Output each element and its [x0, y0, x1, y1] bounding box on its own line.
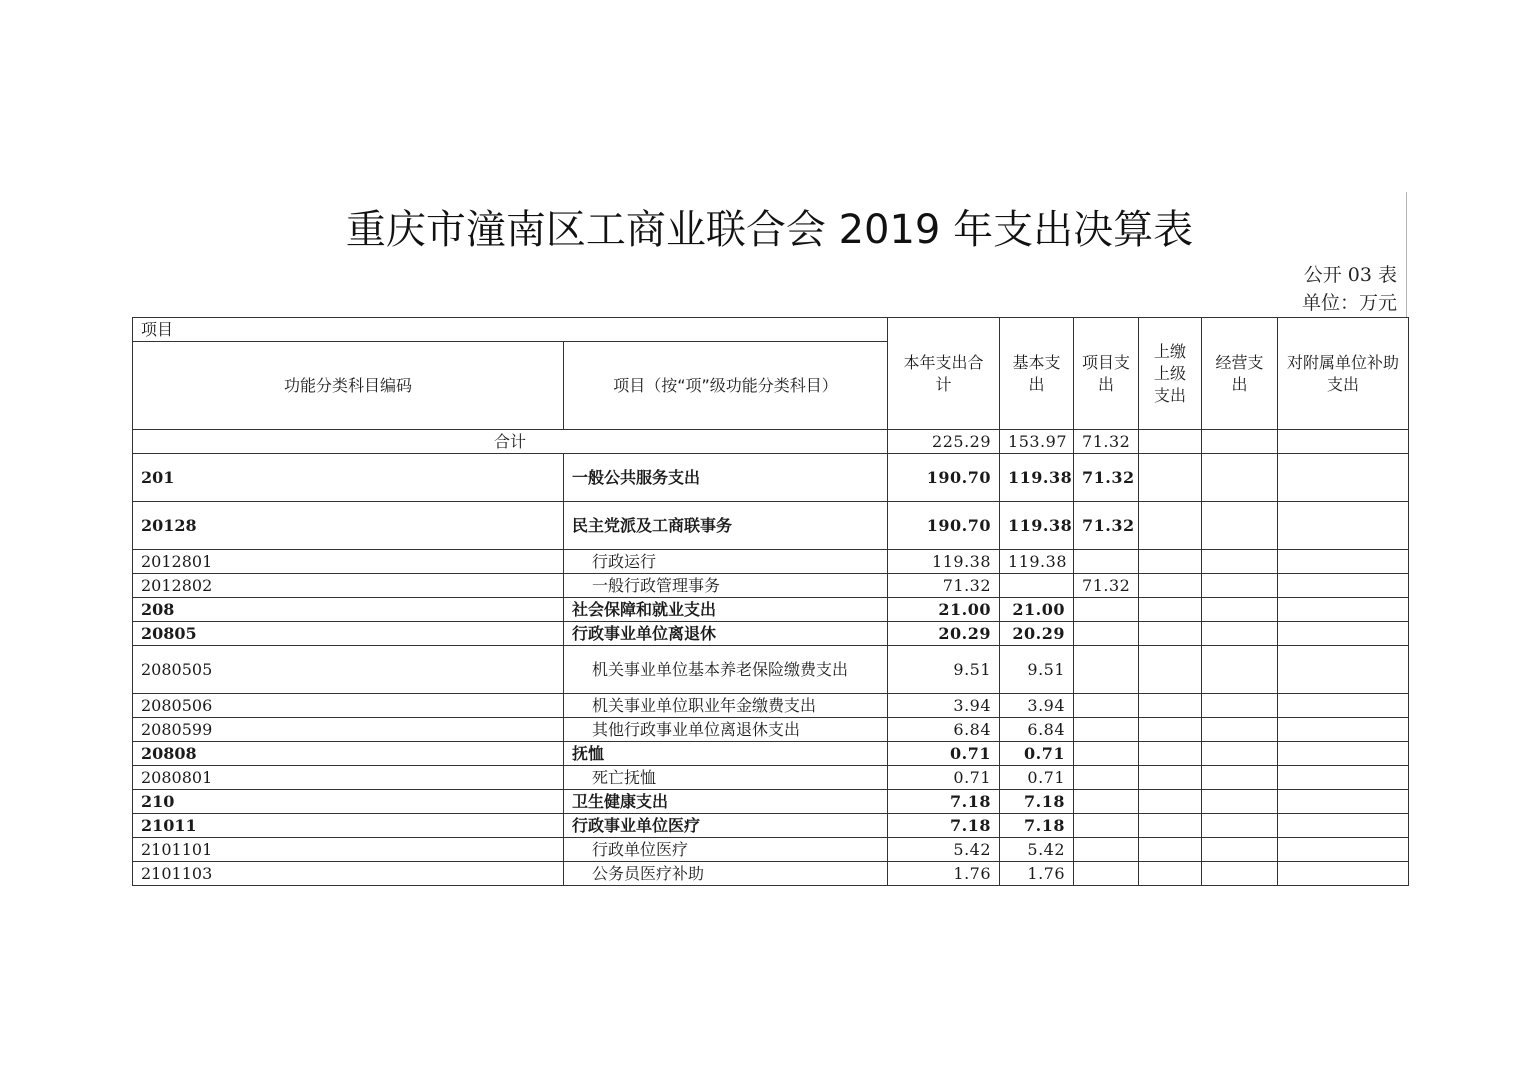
cell-business: [1202, 694, 1278, 718]
cell-name: 死亡抚恤: [564, 766, 888, 790]
cell-name: 其他行政事业单位离退休支出: [564, 718, 888, 742]
table-row: [133, 646, 1409, 694]
cell-subsidy: [1278, 742, 1409, 766]
table-row: [133, 574, 1409, 598]
cell-basic: 3.94: [1000, 694, 1074, 718]
cell-business: [1202, 502, 1278, 550]
cell-business: [1202, 790, 1278, 814]
table-row: [133, 742, 1409, 766]
cell-total: 119.38: [888, 550, 1000, 574]
cell-total: 71.32: [888, 574, 1000, 598]
cell-business: [1202, 646, 1278, 694]
table-row: [133, 598, 1409, 622]
cell-total: 5.42: [888, 838, 1000, 862]
cell-business: [1202, 766, 1278, 790]
header-business: 经营支出: [1202, 318, 1278, 430]
cell-project: 71.32: [1074, 502, 1139, 550]
header-group-project: 项目: [133, 318, 888, 342]
cell-subsidy: [1278, 502, 1409, 550]
cell-project: [1074, 550, 1139, 574]
cell-total: 6.84: [888, 718, 1000, 742]
cell-subsidy: [1278, 598, 1409, 622]
cell-business: [1202, 862, 1278, 886]
header-name: 项目（按“项”级功能分类科目）: [564, 342, 888, 430]
cell-code: 21011: [133, 814, 564, 838]
cell-business: [1202, 622, 1278, 646]
table-row: [133, 718, 1409, 742]
cell-project: [1074, 622, 1139, 646]
cell-superior: [1139, 838, 1202, 862]
cell-total: 1.76: [888, 862, 1000, 886]
cell-subsidy: [1278, 814, 1409, 838]
cell-code: 2101103: [133, 862, 564, 886]
cell-superior: [1139, 502, 1202, 550]
table-row: [133, 502, 1409, 550]
cell-name: 行政运行: [564, 550, 888, 574]
cell-name: 卫生健康支出: [564, 790, 888, 814]
expenditure-table: [132, 317, 1409, 886]
cell-basic: 0.71: [1000, 766, 1074, 790]
cell-subsidy: [1278, 718, 1409, 742]
cell-name: 行政事业单位离退休: [564, 622, 888, 646]
cell-superior: [1139, 814, 1202, 838]
cell-name: 民主党派及工商联事务: [564, 502, 888, 550]
cell-subsidy: [1278, 646, 1409, 694]
cell-basic: 119.38: [1000, 454, 1074, 502]
total-cell-total: 225.29: [888, 430, 1000, 454]
cell-subsidy: [1278, 862, 1409, 886]
cell-project: [1074, 766, 1139, 790]
cell-code: 20128: [133, 502, 564, 550]
cell-basic: 7.18: [1000, 790, 1074, 814]
cell-code: 2012801: [133, 550, 564, 574]
cell-code: 2080505: [133, 646, 564, 694]
cell-basic: [1000, 574, 1074, 598]
cell-name: 社会保障和就业支出: [564, 598, 888, 622]
cell-superior: [1139, 694, 1202, 718]
total-cell-basic: 153.97: [1000, 430, 1074, 454]
table-row: [133, 766, 1409, 790]
cell-subsidy: [1278, 574, 1409, 598]
cell-superior: [1139, 550, 1202, 574]
cell-code: 208: [133, 598, 564, 622]
cell-code: 2080506: [133, 694, 564, 718]
cell-name: 行政事业单位医疗: [564, 814, 888, 838]
cell-project: [1074, 598, 1139, 622]
cell-business: [1202, 814, 1278, 838]
cell-subsidy: [1278, 838, 1409, 862]
form-number: 公开 03 表: [1303, 264, 1397, 286]
cell-total: 7.18: [888, 790, 1000, 814]
cell-code: 20808: [133, 742, 564, 766]
table-row: [133, 454, 1409, 502]
table-row: [133, 790, 1409, 814]
cell-code: 210: [133, 790, 564, 814]
cell-business: [1202, 598, 1278, 622]
cell-basic: 21.00: [1000, 598, 1074, 622]
cell-business: [1202, 550, 1278, 574]
cell-total: 0.71: [888, 766, 1000, 790]
cell-total: 3.94: [888, 694, 1000, 718]
cell-superior: [1139, 718, 1202, 742]
total-cell-superior: [1139, 430, 1202, 454]
table-row: [133, 550, 1409, 574]
cell-business: [1202, 718, 1278, 742]
header-basic: 基本支出: [1000, 318, 1074, 430]
cell-project: [1074, 790, 1139, 814]
header-project: 项目支出: [1074, 318, 1139, 430]
cell-project: [1074, 862, 1139, 886]
cell-subsidy: [1278, 694, 1409, 718]
header-total: 本年支出合计: [888, 318, 1000, 430]
cell-superior: [1139, 598, 1202, 622]
cell-superior: [1139, 766, 1202, 790]
cell-project: [1074, 646, 1139, 694]
cell-name: 机关事业单位职业年金缴费支出: [564, 694, 888, 718]
cell-basic: 119.38: [1000, 550, 1074, 574]
cell-business: [1202, 574, 1278, 598]
total-row: [133, 430, 1409, 454]
table-row: [133, 694, 1409, 718]
cell-total: 190.70: [888, 454, 1000, 502]
cell-code: 20805: [133, 622, 564, 646]
cell-basic: 9.51: [1000, 646, 1074, 694]
page-title: 重庆市潼南区工商业联合会 2019 年支出决算表: [345, 207, 1194, 253]
cell-name: 一般公共服务支出: [564, 454, 888, 502]
cell-superior: [1139, 454, 1202, 502]
cell-code: 2101101: [133, 838, 564, 862]
table-row: [133, 862, 1409, 886]
cell-basic: 5.42: [1000, 838, 1074, 862]
cell-code: 201: [133, 454, 564, 502]
header-subsidy: 对附属单位补助支出: [1278, 318, 1409, 430]
header-superior: 上缴上级支出: [1139, 318, 1202, 430]
cell-project: 71.32: [1074, 454, 1139, 502]
cell-subsidy: [1278, 550, 1409, 574]
cell-basic: 1.76: [1000, 862, 1074, 886]
cell-name: 公务员医疗补助: [564, 862, 888, 886]
cell-project: [1074, 718, 1139, 742]
total-cell-subsidy: [1278, 430, 1409, 454]
table-row: [133, 622, 1409, 646]
cell-total: 190.70: [888, 502, 1000, 550]
table-row: [133, 814, 1409, 838]
cell-business: [1202, 454, 1278, 502]
cell-total: 21.00: [888, 598, 1000, 622]
cell-basic: 0.71: [1000, 742, 1074, 766]
cell-superior: [1139, 646, 1202, 694]
cell-code: 2080599: [133, 718, 564, 742]
cell-basic: 6.84: [1000, 718, 1074, 742]
cell-superior: [1139, 574, 1202, 598]
cell-superior: [1139, 790, 1202, 814]
cell-subsidy: [1278, 790, 1409, 814]
cell-superior: [1139, 622, 1202, 646]
cell-total: 20.29: [888, 622, 1000, 646]
header-code: 功能分类科目编码: [133, 342, 564, 430]
total-cell-business: [1202, 430, 1278, 454]
cell-total: 0.71: [888, 742, 1000, 766]
cell-superior: [1139, 742, 1202, 766]
table-row: [133, 838, 1409, 862]
cell-name: 机关事业单位基本养老保险缴费支出: [564, 646, 888, 694]
cell-project: [1074, 742, 1139, 766]
cell-project: [1074, 694, 1139, 718]
cell-total: 7.18: [888, 814, 1000, 838]
cell-name: 一般行政管理事务: [564, 574, 888, 598]
cell-basic: 20.29: [1000, 622, 1074, 646]
cell-total: 9.51: [888, 646, 1000, 694]
cell-subsidy: [1278, 454, 1409, 502]
cell-name: 抚恤: [564, 742, 888, 766]
cell-subsidy: [1278, 622, 1409, 646]
cell-basic: 119.38: [1000, 502, 1074, 550]
cell-superior: [1139, 862, 1202, 886]
unit-label: 单位：万元: [1301, 292, 1397, 314]
total-label: 合计: [133, 430, 888, 454]
cell-business: [1202, 742, 1278, 766]
cell-basic: 7.18: [1000, 814, 1074, 838]
cell-project: 71.32: [1074, 574, 1139, 598]
cell-code: 2080801: [133, 766, 564, 790]
cell-business: [1202, 838, 1278, 862]
cell-project: [1074, 838, 1139, 862]
cell-project: [1074, 814, 1139, 838]
cell-code: 2012802: [133, 574, 564, 598]
cell-subsidy: [1278, 766, 1409, 790]
total-cell-project: 71.32: [1074, 430, 1139, 454]
cell-name: 行政单位医疗: [564, 838, 888, 862]
